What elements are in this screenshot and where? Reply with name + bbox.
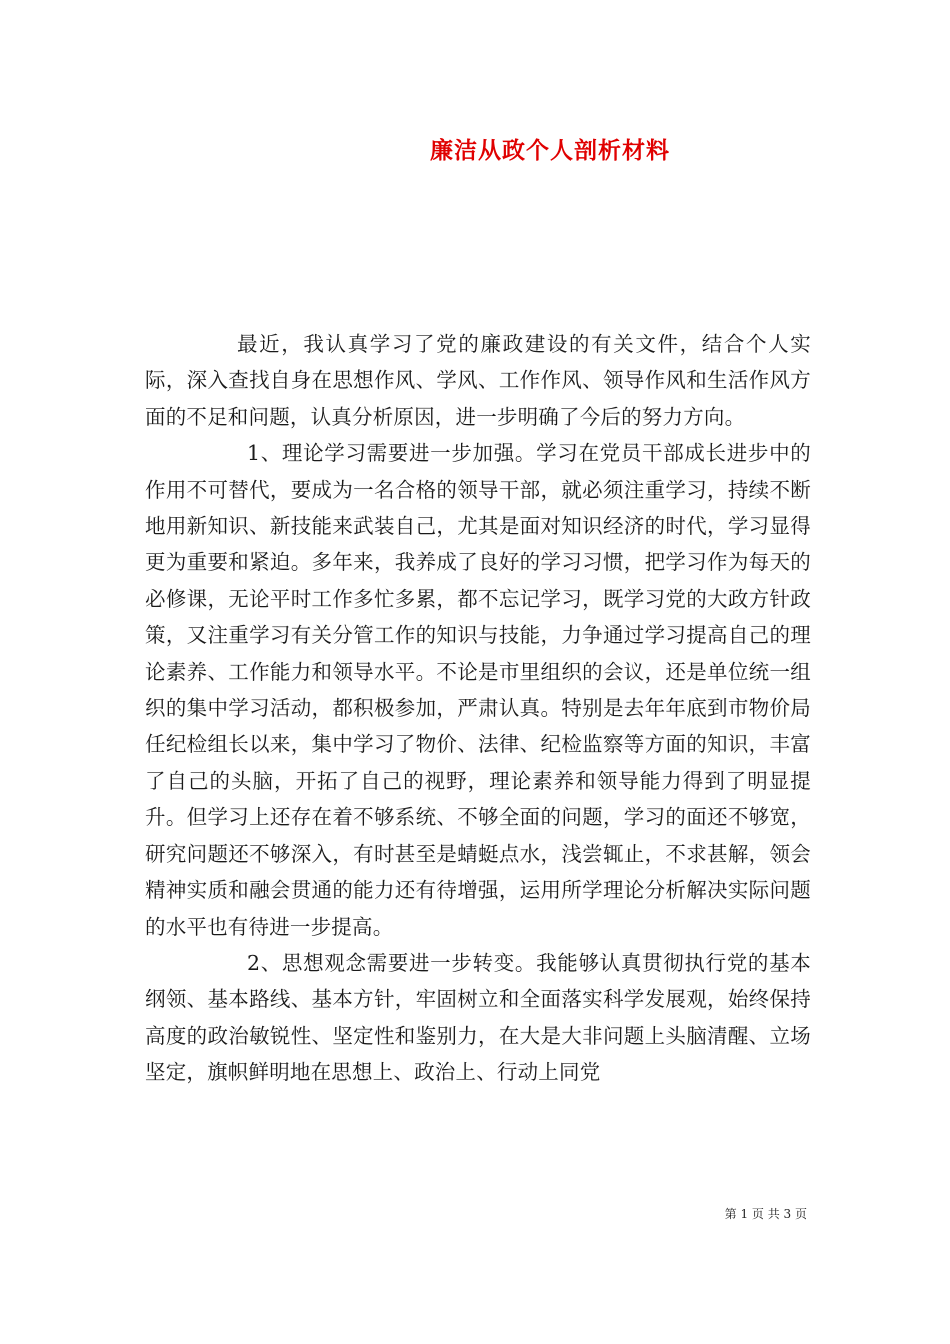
paragraph-thinking: 2、思想观念需要进一步转变。我能够认真贯彻执行党的基本纲领、基本路线、基本方针，牢固树立和全面落实科学发展观，始终保持高度的政治敏锐性、坚定性和鉴别力，在大是大非问题上头脑清醒、立场坚定，旗帜鲜明地在思想上、政治上、行动上同党 [145, 950, 811, 1085]
paragraph-theory-study: 1、理论学习需要进一步加强。学习在党员干部成长进步中的作用不可替代，要成为一名合格的领导干部，就必须注重学习，持续不断地用新知识、新技能来武装自己，尤其是面对知识经济的时代，学习显得更为重要和紧迫。多年来，我养成了良好的学习习惯，把学习作为每天的必修课，无论平时工作多忙多累，都不忘记学习，既学习党的大政方针政策，又注重学习有关分管工作的知识与技能，力争通过学习提高自己的理论素养、工作能力和领导水平。不论是市里组织的会议，还是单位统一组织的集中学习活动，都积极参加，严肃认真。特别是去年年底到市物价局任纪检组长以来，集中学习了物价、法律、纪检监察等方面的知识，丰富了自己的头脑，开拓了自己的视野，理论素养和领导能力得到了明显提升。但学习上还存在着不够系统、不够全面的问题，学习的面还不够宽，研究问题还不够深入，有时甚至是蜻蜓点水，浅尝辄止，不求甚解，领会精神实质和融会贯通的能力还有待增强，运用所学理论分析解决实际问题的水平也有待进一步提高。 [145, 441, 811, 939]
document-title: 廉洁从政个人剖析材料 [430, 137, 670, 164]
page-footer: 第 1 页 共 3 页 [724, 1207, 807, 1221]
paragraph-intro: 最近，我认真学习了党的廉政建设的有关文件，结合个人实际，深入查找自身在思想作风、学风、工作作风、领导作风和生活作风方面的不足和问题，认真分析原因，进一步明确了今后的努力方向。 [145, 332, 811, 429]
document-body [145, 326, 811, 1091]
